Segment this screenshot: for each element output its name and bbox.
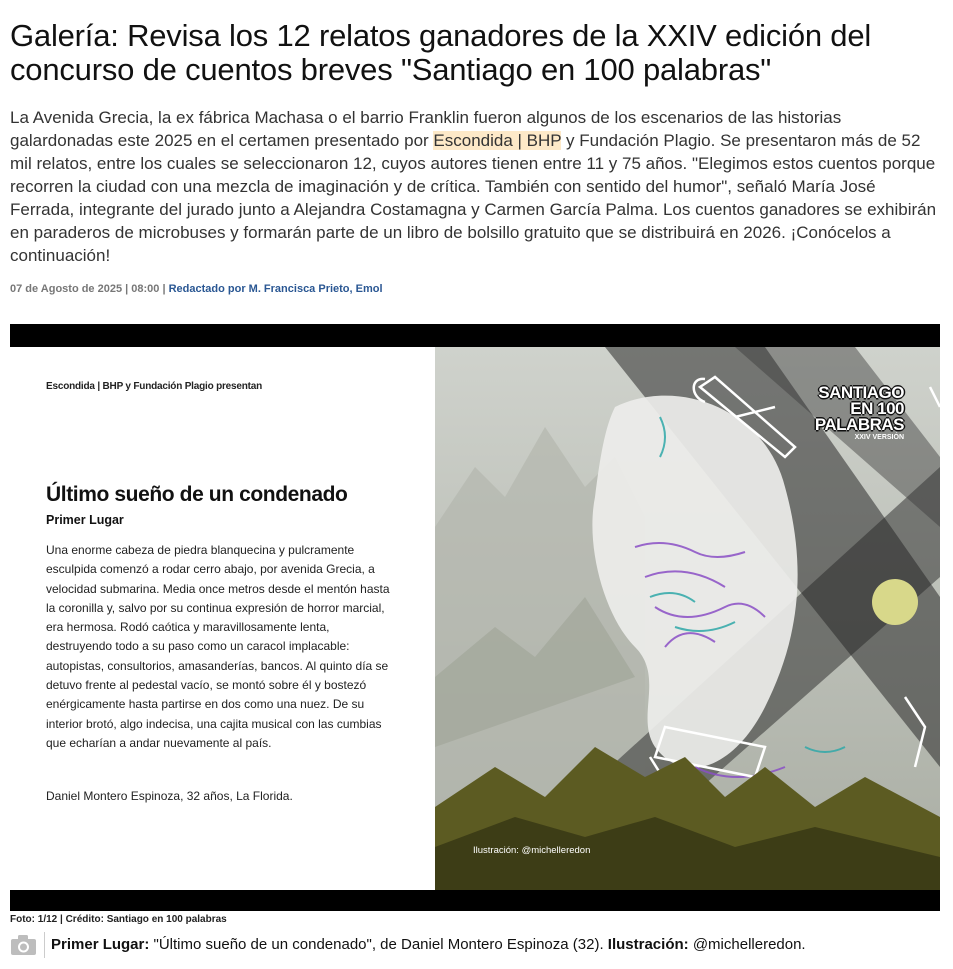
photo-gallery[interactable] [10, 324, 940, 911]
publish-date: 07 de Agosto de 2025 | 08:00 | [10, 283, 169, 295]
photo-caption-row [10, 932, 945, 960]
caption-label-illustration: Ilustración: [607, 936, 689, 953]
lead-text-1: La Avenida Grecia, la ex fábrica Machasa o el barrio Franklin fueron algunos de los escenarios de las historias galardonadas este 2025 en el certamen presentado por [10, 108, 842, 150]
byline [10, 283, 383, 295]
sponsor-link[interactable]: Escondida | BHP [433, 131, 562, 150]
photo-caption [51, 936, 806, 953]
story-author: Daniel Montero Espinoza, 32 años, La Florida. [46, 789, 293, 803]
logo-line-1: SANTIAGO [818, 383, 904, 402]
logo-subtitle: XXIV VERSIÓN [854, 434, 904, 441]
story-illustration [435, 347, 940, 890]
logo-line-2: EN 100 [850, 399, 904, 418]
story-place: Primer Lugar [46, 513, 124, 527]
camera-icon [10, 934, 37, 956]
author-link[interactable]: Redactado por M. Francisca Prieto, Emol [168, 283, 383, 295]
illustration-credit: Ilustración: @michelleredon [473, 845, 591, 856]
caption-text-illustrator: @michelleredon. [688, 936, 806, 953]
presenter-line: Escondida | BHP y Fundación Plagio presentan [46, 381, 263, 392]
story-panel [10, 347, 435, 890]
caption-divider [44, 932, 45, 958]
lead-text-2: y Fundación Plagio. Se presentaron más de 52 mil relatos, entre los cuales se seleccionaron 12, cuyos autores tienen entre 11 y 75 años. "Elegimos estos cuentos porque recorren la ciudad con una mezcla de imaginación y de crítica. También con sentido del humor", señaló María José Ferrada, integrante del jurado junto a Alejandra Costamagna y Carmen García Palma. Los cuentos ganadores se exhibirán en paraderos de microbuses y formarán parte de un libro de bolsillo gratuito que se distribuirá en 2026. ¡Conócelos a continuación! [10, 131, 937, 265]
logo-line-3: PALABRAS [814, 415, 904, 434]
caption-label-place: Primer Lugar: [51, 936, 150, 953]
article-lead [10, 106, 940, 267]
article-headline: Galería: Revisa los 12 relatos ganadores de la XXIV edición del concurso de cuentos breves "Santiago en 100 palabras" [10, 18, 872, 87]
story-title: Último sueño de un condenado [46, 483, 348, 506]
photo-credit: Foto: 1/12 | Crédito: Santiago en 100 palabras [10, 914, 227, 925]
caption-text-title: "Último sueño de un condenado", de Daniel Montero Espinoza (32). [149, 936, 608, 953]
gallery-slide-image[interactable] [10, 347, 940, 890]
contest-logo [815, 385, 904, 443]
story-body: Una enorme cabeza de piedra blanquecina y pulcramente esculpida comenzó a rodar cerro abajo, por avenida Grecia, a velocidad submarina. Media once metros desde el mentón hasta la coronilla y, salvo por su continua expresión de horror marcial, era hermosa. Rodó caótica y maravillosamente lenta, destruyendo todo a su paso como un caracol implacable: autopistas, consultorios, amasanderías, bancos. Al quinto día se detuvo frente al pedestal vacío, se montó sobre él y bostezó enérgicamente hasta partirse en dos como una nuez. De su interior brotó, algo indecisa, una cajita musical con las cumbias que echarían a andar nuevamente al país. [46, 543, 390, 750]
